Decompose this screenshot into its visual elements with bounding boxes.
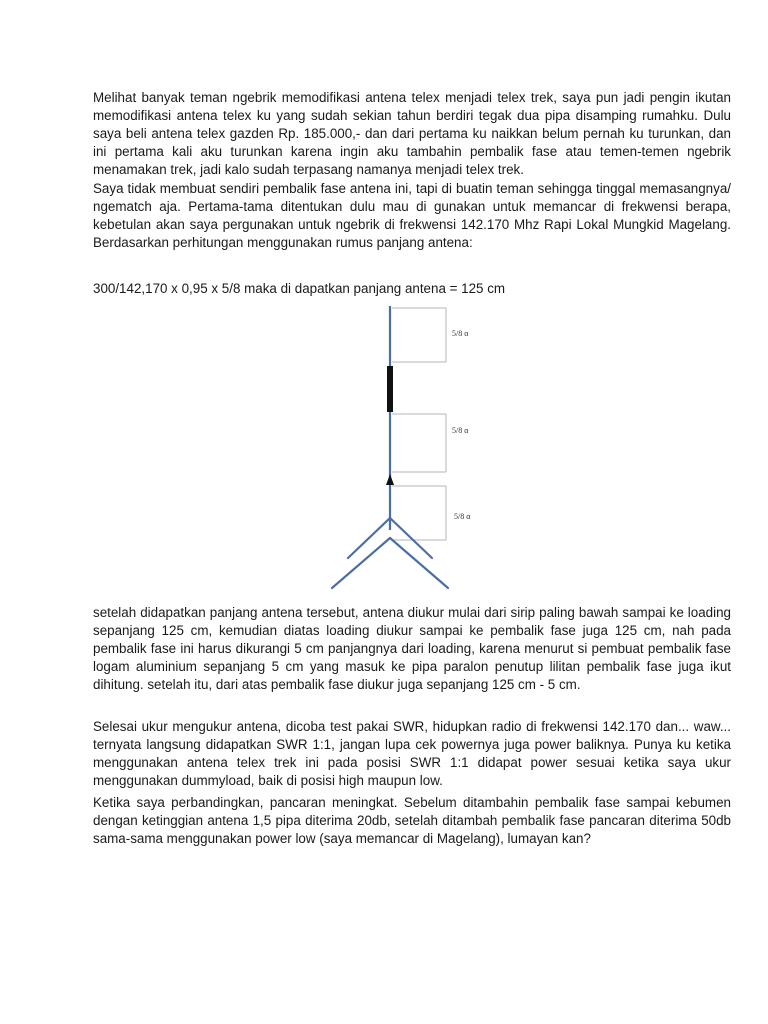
measurement-paragraph: setelah didapatkan panjang antena tersebut, antena diukur mulai dari sirip paling bawah sampai ke loading sepanjang 125 cm, kemudian diatas loading diukur sampai ke pembalik fase juga 125 cm, nah pada pembalik fase ini harus dikurangi 5 cm panjangnya dari loading, karena menurut si pembuat pembalik fase logam aluminium sepanjang 5 cm yang masuk ke pipa paralon penutup lilitan pembalik fase juga ikut dihitung. setelah itu, dari atas pembalik fase diukur juga sepanjang 125 cm - 5 cm. <box>93 605 731 693</box>
dimension-bracket-top <box>392 308 446 362</box>
dimension-bracket-middle <box>392 414 446 472</box>
dimension-bracket-bottom <box>392 486 446 540</box>
antenna-diagram <box>330 300 500 590</box>
dimension-label-top: 5/8 α <box>452 329 469 338</box>
dimension-label-middle: 5/8 α <box>452 426 469 435</box>
method-paragraph: Saya tidak membuat sendiri pembalik fase antena ini, tapi di buatin teman sehingga tinggal memasangnya/ ngematch aja. Pertama-tama ditentukan dulu mau di gunakan untuk memancar di frekwensi berapa, kebetulan akan saya pergunakan untuk ngebrik di frekwensi 142.170 Mhz Rapi Lokal Mungkid Magelang. Berdasarkan perhitungan menggunakan rumus panjang antena: <box>93 181 731 251</box>
formula-line: 300/142,170 x 0,95 x 5/8 maka di dapatkan panjang antena = 125 cm <box>93 281 506 296</box>
comparison-paragraph: Ketika saya perbandingkan, pancaran meningkat. Sebelum ditambahin pembalik fase sampai kebumen dengan ketinggian antena 1,5 pipa diterima 20db, setelah ditambah pembalik fase pancaran diterima 50db sama-sama menggunakan power low (saya memancar di Magelang), lumayan kan? <box>93 795 731 847</box>
phase-inverter-marker <box>386 474 394 485</box>
loading-coil <box>387 366 393 412</box>
swr-test-paragraph: Selesai ukur mengukur antena, dicoba test pakai SWR, hidupkan radio di frekwensi 142.170 dan... waw... ternyata langsung didapatkan SWR 1:1, jangan lupa cek powernya juga power baliknya. Punya ku ketika menggunakan antena telex trek ini pada posisi SWR 1:1 didapat power sesuai ketika saya ukur menggunakan dummyload, baik di posisi high maupun low. <box>93 719 731 789</box>
dimension-label-bottom: 5/8 α <box>454 512 471 521</box>
intro-paragraph: Melihat banyak teman ngebrik memodifikasi antena telex menjadi telex trek, saya pun jadi pengin ikutan memodifikasi antena telex ku yang sudah sekian tahun berdiri tegak dua pipa disamping rumahku. Dulu saya beli antena telex gazden Rp. 185.000,- dan dari pertama ku naikkan belum pernah ku turunkan, dan ini pertama kali aku turunkan karena ingin aku tambahin pembalik fase atau temen-temen ngebrik menamakan trek, jadi kalo sudah terpasang namanya menjadi telex trek. <box>93 90 731 178</box>
